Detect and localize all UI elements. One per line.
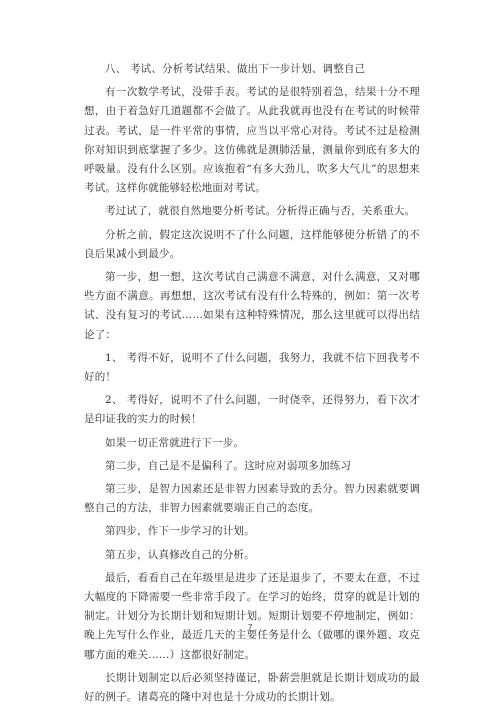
body-paragraph: 最后，看看自己在年级里是进步了还是退步了，不要太在意，不过大幅度的下降需要一些非常手段了。在学习的始终，贯穿的就是计划的制定。计划分为长期计划和短期计划。短期计划要不停地制定，例如：晚上先写什么作业，最近几天的主要任务是什么（做哪的课外题、攻克哪方面的难关……）这都很好制定。 [84,571,420,661]
body-paragraph: 第一步，想一想，这次考试自己满意不满意，对什么满意，又对哪些方面不满意。再想想，这次考试有没有什么特殊的，例如：第一次考试、没有复习的考试……如果有这种特殊情况，那么这里就可以得出结论了： [84,271,420,341]
body-paragraph: 长期计划制定以后必须坚持谨记，卧薪尝胆就是长期计划成功的最好的例子。诸葛亮的隆中对也是十分成功的长期计划。 [84,671,420,704]
body-paragraph: 如果一切正常就进行下一步。 [105,436,245,449]
body-paragraph: 第二步，自己是不是偏科了。这时应对弱项多加练习 [105,459,352,472]
body-paragraph: 考过试了，就很自然地要分析考试。分析得正确与否，关系重大。 [105,205,416,218]
numbered-item: 2、 考得好，说明不了什么问题，一时侥幸，还得努力，看下次才是印证我的实力的时候！ [84,394,420,426]
document-body [84,60,420,711]
body-paragraph: 第三步，是智力因素还是非智力因素导致的丢分。智力因素就要调整自己的方法，非智力因素就要端正自己的态度。 [84,483,420,515]
body-paragraph: 有一次数学考试，没带手表。考试的是很特别着急，结果十分不理想，由于着急好几道题都不会做了。从此我就再也没有在考试的时候带过表。考试，是一件平常的事情，应当以平常心对待。考试不过是检测你对知识到底掌握了多少。这仿佛就是测肺活量，测量你到底有多大的呼吸量。没有什么区别。应该抱着“有多大劲儿，吹多大气儿”的思想来考试。这样你就能够轻松地面对考试。 [84,86,420,195]
numbered-item: 1、 考得不好，说明不了什么问题，我努力，我就不信下回我考不好的！ [84,351,420,384]
body-paragraph: 第五步，认真修改自己的分析。 [105,548,255,561]
body-paragraph: 第四步，作下一步学习的计划。 [105,525,255,538]
page-number: 7 [247,623,253,632]
section-heading: 八、 考试、分析考试结果、做出下一步计划、调整自己 [105,63,366,75]
body-paragraph: 分析之前，假定这次说明不了什么问题，这样能够使分析错了的不良后果减小到最少。 [84,228,420,260]
